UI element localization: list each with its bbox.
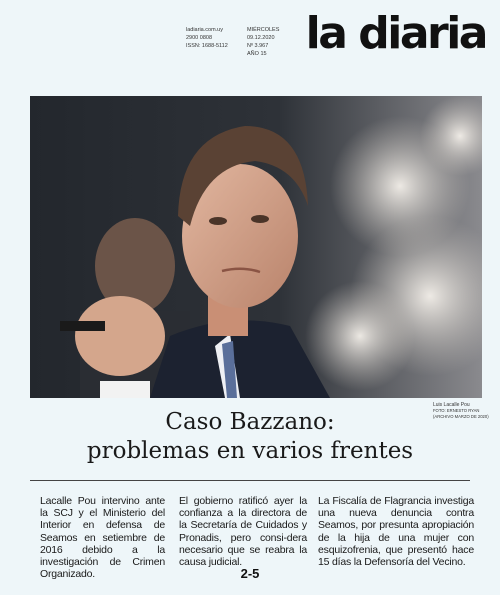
headline-line-1: Caso Bazzano: <box>165 409 335 435</box>
summary-column-3: La Fiscalía de Flagrancia investiga una nueva denuncia contra Seamos, por presunta apropiación de la hija de una mujer con esquizofrenia, que presentó hace 15 días la Defensoría del Vecino. <box>318 495 474 569</box>
masthead-contact <box>186 26 228 50</box>
newspaper-logo: la diaria <box>305 8 486 59</box>
page-reference: 2-5 <box>240 566 260 581</box>
summary-column-1: Lacalle Pou intervino ante la SCJ y el Ministerio del Interior en defensa de Seamos en setiembre de 2016 debido a la investigación de Crimen Organizado. <box>40 495 165 581</box>
date-text: 09.12.2020 <box>247 35 275 41</box>
masthead-issue <box>247 26 279 58</box>
headline-line-2: problemas en varios frentes <box>86 438 414 464</box>
portrait-illustration <box>30 96 482 398</box>
year-text: AÑO 15 <box>247 51 267 57</box>
divider <box>30 480 470 481</box>
website-text: ladiaria.com.uy <box>186 27 223 33</box>
summary-column-2: El gobierno ratificó ayer la confianza a la directora de la Secretaría de Cuidados y Pronadis, pero consi-dera necesario que se reabra la causa judicial. <box>179 495 307 569</box>
weekday-text: MIÉRCOLES <box>247 27 280 33</box>
issue-number: Nº 3.967 <box>247 43 269 49</box>
cover-photo <box>30 96 482 398</box>
masthead <box>0 0 500 90</box>
issn-text: ISSN: 1688-5112 <box>186 43 228 49</box>
phone-text: 2900 0808 <box>186 35 212 41</box>
caption-credit: FOTO: ERNESTO RYAN <box>433 408 480 414</box>
caption-archive: (ARCHIVO MARZO DE 2020) <box>433 413 489 419</box>
caption-name: Luis Lacalle Pou <box>433 402 470 408</box>
main-headline <box>0 408 500 466</box>
